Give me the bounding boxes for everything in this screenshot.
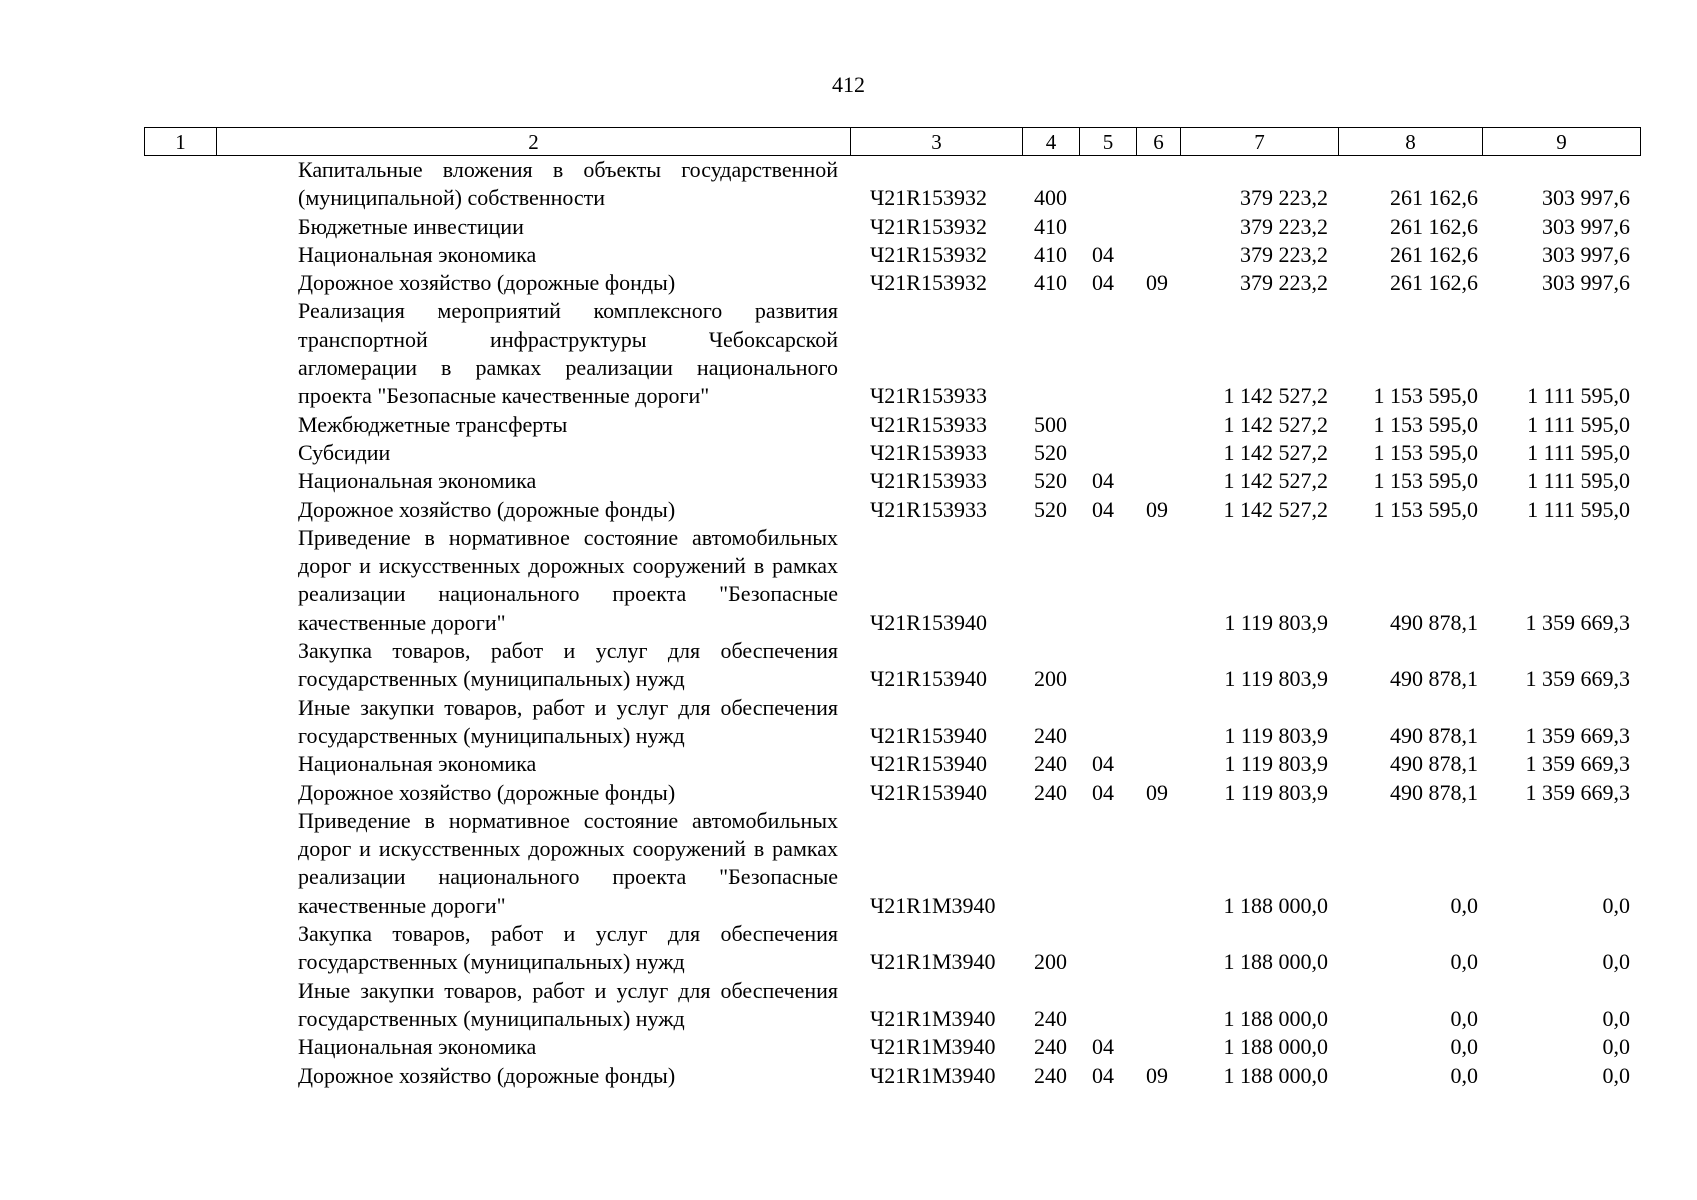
table-row — [144, 439, 1640, 467]
col1-cell — [144, 920, 216, 977]
amount-col8: 1 153 595,0 — [1373, 383, 1478, 409]
table-row — [144, 920, 1640, 977]
item-name: Дорожное хозяйство (дорожные фонды) — [298, 270, 676, 296]
col1-cell — [144, 1062, 216, 1090]
table-row — [144, 1062, 1640, 1090]
col1-cell — [144, 977, 216, 1034]
amount-col8: 0,0 — [1450, 1034, 1478, 1060]
subsection-code: 09 — [1146, 496, 1168, 522]
item-name: Национальная экономика — [298, 241, 537, 267]
amount-col8: 1 153 595,0 — [1373, 468, 1478, 494]
expense-type-code: 240 — [1034, 1062, 1067, 1088]
expense-type-code: 200 — [1034, 949, 1067, 975]
amount-col8: 261 162,6 — [1390, 213, 1478, 239]
col1-cell — [144, 496, 216, 524]
column-header: 2 — [217, 128, 851, 156]
amount-col9: 1 359 669,3 — [1525, 779, 1630, 805]
subsection-code — [1136, 213, 1180, 241]
subsection-code: 09 — [1146, 779, 1168, 805]
column-header: 1 — [145, 128, 217, 156]
col1-cell — [144, 524, 216, 637]
item-code: Ч21R153940 — [870, 751, 987, 777]
item-name: Дорожное хозяйство (дорожные фонды) — [298, 496, 676, 522]
amount-col8: 490 878,1 — [1390, 751, 1478, 777]
amount-col9: 1 111 595,0 — [1527, 411, 1630, 437]
amount-col9: 0,0 — [1602, 892, 1630, 918]
section-code: 04 — [1092, 468, 1114, 494]
amount-col8: 261 162,6 — [1390, 241, 1478, 267]
amount-col7: 1 119 803,9 — [1224, 722, 1328, 748]
amount-col7: 1 142 527,2 — [1223, 383, 1328, 409]
amount-col7: 1 188 000,0 — [1223, 892, 1328, 918]
item-name: Национальная экономика — [298, 751, 537, 777]
amount-col8: 0,0 — [1450, 949, 1478, 975]
expense-type-code: 240 — [1034, 1005, 1067, 1031]
item-code: Ч21R153932 — [870, 185, 987, 211]
amount-col9: 1 111 595,0 — [1527, 439, 1630, 465]
expense-type-code: 500 — [1034, 411, 1067, 437]
col1-cell — [144, 807, 216, 920]
section-code: 04 — [1092, 241, 1114, 267]
item-name: Бюджетные инвестиции — [298, 213, 524, 239]
col1-cell — [144, 1033, 216, 1061]
item-code: Ч21R153933 — [870, 411, 987, 437]
item-name: Приведение в нормативное состояние автомобильных дорог и искусственных дорожных сооружений в рамках реализации национального проекта "Безопасные качественные дороги" — [298, 524, 838, 635]
item-code: Ч21R153940 — [870, 722, 987, 748]
item-code: Ч21R153933 — [870, 468, 987, 494]
amount-col8: 1 153 595,0 — [1373, 411, 1478, 437]
amount-col9: 303 997,6 — [1542, 241, 1630, 267]
expense-type-code: 240 — [1034, 1034, 1067, 1060]
section-code — [1079, 524, 1136, 637]
amount-col7: 1 188 000,0 — [1223, 1005, 1328, 1031]
item-code: Ч21R153933 — [870, 496, 987, 522]
table-row — [144, 411, 1640, 439]
amount-col8: 1 153 595,0 — [1373, 439, 1478, 465]
col1-cell — [144, 779, 216, 807]
section-code — [1079, 213, 1136, 241]
table-row — [144, 524, 1640, 637]
section-code: 04 — [1092, 270, 1114, 296]
amount-col9: 1 111 595,0 — [1527, 468, 1630, 494]
expense-type-code: 520 — [1034, 496, 1067, 522]
item-code: Ч21R1М3940 — [870, 1062, 996, 1088]
amount-col9: 0,0 — [1602, 949, 1630, 975]
item-name: Иные закупки товаров, работ и услуг для обеспечения государственных (муниципальных) нужд — [298, 694, 838, 748]
item-name: Закупка товаров, работ и услуг для обеспечения государственных (муниципальных) нужд — [298, 921, 838, 975]
item-code: Ч21R153932 — [870, 213, 987, 239]
table-row — [144, 156, 1640, 213]
table-row — [144, 807, 1640, 920]
expense-type-code — [1022, 297, 1079, 410]
col1-cell — [144, 439, 216, 467]
amount-col9: 1 359 669,3 — [1525, 722, 1630, 748]
amount-col7: 1 119 803,9 — [1224, 779, 1328, 805]
col1-cell — [144, 694, 216, 751]
subsection-code — [1136, 411, 1180, 439]
item-code: Ч21R1М3940 — [870, 1005, 996, 1031]
amount-col9: 0,0 — [1602, 1034, 1630, 1060]
section-code — [1079, 297, 1136, 410]
amount-col9: 1 111 595,0 — [1527, 383, 1630, 409]
col1-cell — [144, 241, 216, 269]
amount-col9: 1 111 595,0 — [1527, 496, 1630, 522]
amount-col9: 0,0 — [1602, 1062, 1630, 1088]
expense-type-code: 520 — [1034, 468, 1067, 494]
amount-col8: 1 153 595,0 — [1373, 496, 1478, 522]
amount-col7: 1 119 803,9 — [1224, 666, 1328, 692]
subsection-code: 09 — [1146, 1062, 1168, 1088]
subsection-code — [1136, 524, 1180, 637]
expense-type-code: 520 — [1034, 439, 1067, 465]
amount-col8: 490 878,1 — [1390, 666, 1478, 692]
amount-col8: 0,0 — [1450, 892, 1478, 918]
item-name: Приведение в нормативное состояние автомобильных дорог и искусственных дорожных сооружений в рамках реализации национального проекта "Безопасные качественные дороги" — [298, 807, 838, 918]
section-code — [1079, 694, 1136, 751]
item-code: Ч21R1М3940 — [870, 1034, 996, 1060]
column-header: 3 — [851, 128, 1023, 156]
subsection-code — [1136, 807, 1180, 920]
item-code: Ч21R153940 — [870, 609, 987, 635]
amount-col9: 1 359 669,3 — [1525, 751, 1630, 777]
col1-cell — [144, 269, 216, 297]
subsection-code: 09 — [1146, 270, 1168, 296]
expense-type-code: 410 — [1034, 270, 1067, 296]
column-header: 5 — [1080, 128, 1137, 156]
subsection-code — [1136, 977, 1180, 1034]
amount-col8: 0,0 — [1450, 1005, 1478, 1031]
expense-type-code: 240 — [1034, 751, 1067, 777]
col1-cell — [144, 213, 216, 241]
subsection-code — [1136, 439, 1180, 467]
amount-col8: 490 878,1 — [1390, 609, 1478, 635]
table-row — [144, 637, 1640, 694]
subsection-code — [1136, 156, 1180, 213]
section-code: 04 — [1092, 779, 1114, 805]
amount-col7: 1 188 000,0 — [1223, 1034, 1328, 1060]
column-header: 4 — [1023, 128, 1080, 156]
table-row — [144, 269, 1640, 297]
section-code — [1079, 637, 1136, 694]
subsection-code — [1136, 694, 1180, 751]
table-row — [144, 1033, 1640, 1061]
amount-col7: 379 223,2 — [1240, 185, 1328, 211]
expense-type-code: 240 — [1034, 722, 1067, 748]
item-code: Ч21R1М3940 — [870, 892, 996, 918]
amount-col9: 303 997,6 — [1542, 213, 1630, 239]
item-name: Национальная экономика — [298, 468, 537, 494]
expense-type-code — [1022, 807, 1079, 920]
item-name: Иные закупки товаров, работ и услуг для обеспечения государственных (муниципальных) нужд — [298, 977, 838, 1031]
table-row — [144, 241, 1640, 269]
column-header: 9 — [1483, 128, 1641, 156]
expense-type-code: 410 — [1034, 241, 1067, 267]
section-code: 04 — [1092, 1062, 1114, 1088]
amount-col7: 379 223,2 — [1240, 213, 1328, 239]
item-code: Ч21R153933 — [870, 383, 987, 409]
expense-type-code — [1022, 524, 1079, 637]
col1-cell — [144, 637, 216, 694]
section-code — [1079, 977, 1136, 1034]
section-code: 04 — [1092, 496, 1114, 522]
item-code: Ч21R153933 — [870, 439, 987, 465]
item-name: Субсидии — [298, 439, 391, 465]
subsection-code — [1136, 297, 1180, 410]
item-code: Ч21R153932 — [870, 241, 987, 267]
amount-col8: 261 162,6 — [1390, 270, 1478, 296]
table-row — [144, 694, 1640, 751]
amount-col7: 1 188 000,0 — [1223, 949, 1328, 975]
section-code: 04 — [1092, 751, 1114, 777]
amount-col8: 490 878,1 — [1390, 779, 1478, 805]
subsection-code — [1136, 920, 1180, 977]
column-header-row — [144, 127, 1641, 156]
col1-cell — [144, 467, 216, 495]
col1-cell — [144, 750, 216, 778]
item-name: Национальная экономика — [298, 1034, 537, 1060]
expense-type-code: 400 — [1034, 185, 1067, 211]
amount-col7: 1 142 527,2 — [1223, 496, 1328, 522]
column-header: 6 — [1137, 128, 1181, 156]
table-row — [144, 750, 1640, 778]
amount-col8: 0,0 — [1450, 1062, 1478, 1088]
amount-col8: 261 162,6 — [1390, 185, 1478, 211]
expense-type-code: 410 — [1034, 213, 1067, 239]
section-code — [1079, 156, 1136, 213]
amount-col7: 1 142 527,2 — [1223, 411, 1328, 437]
amount-col9: 1 359 669,3 — [1525, 609, 1630, 635]
subsection-code — [1136, 750, 1180, 778]
amount-col7: 379 223,2 — [1240, 241, 1328, 267]
section-code — [1079, 920, 1136, 977]
column-header: 7 — [1181, 128, 1339, 156]
amount-col7: 1 142 527,2 — [1223, 439, 1328, 465]
amount-col9: 1 359 669,3 — [1525, 666, 1630, 692]
section-code — [1079, 439, 1136, 467]
col1-cell — [144, 297, 216, 410]
item-name: Капитальные вложения в объекты государственной (муниципальной) собственности — [298, 157, 838, 211]
table-row — [144, 467, 1640, 495]
item-code: Ч21R153940 — [870, 666, 987, 692]
col1-cell — [144, 411, 216, 439]
item-name: Дорожное хозяйство (дорожные фонды) — [298, 1062, 676, 1088]
page-number: 412 — [832, 72, 865, 97]
item-name: Реализация мероприятий комплексного развития транспортной инфраструктуры Чебоксарской агломерации в рамках реализации национального проекта "Безопасные качественные дороги" — [298, 298, 838, 409]
item-name: Закупка товаров, работ и услуг для обеспечения государственных (муниципальных) нужд — [298, 638, 838, 692]
amount-col9: 303 997,6 — [1542, 270, 1630, 296]
subsection-code — [1136, 241, 1180, 269]
section-code — [1079, 807, 1136, 920]
amount-col7: 1 142 527,2 — [1223, 468, 1328, 494]
table-row — [144, 977, 1640, 1034]
amount-col9: 303 997,6 — [1542, 185, 1630, 211]
expense-type-code: 200 — [1034, 666, 1067, 692]
amount-col8: 490 878,1 — [1390, 722, 1478, 748]
amount-col7: 1 119 803,9 — [1224, 609, 1328, 635]
subsection-code — [1136, 637, 1180, 694]
table-row — [144, 297, 1640, 410]
column-header: 8 — [1339, 128, 1483, 156]
section-code — [1079, 411, 1136, 439]
item-code: Ч21R153940 — [870, 779, 987, 805]
table-row — [144, 779, 1640, 807]
amount-col9: 0,0 — [1602, 1005, 1630, 1031]
table-row — [144, 496, 1640, 524]
amount-col7: 379 223,2 — [1240, 270, 1328, 296]
item-code: Ч21R1М3940 — [870, 949, 996, 975]
table-row — [144, 213, 1640, 241]
section-code: 04 — [1092, 1034, 1114, 1060]
amount-col7: 1 188 000,0 — [1223, 1062, 1328, 1088]
expense-type-code: 240 — [1034, 779, 1067, 805]
subsection-code — [1136, 1033, 1180, 1061]
item-name: Дорожное хозяйство (дорожные фонды) — [298, 779, 676, 805]
amount-col7: 1 119 803,9 — [1224, 751, 1328, 777]
item-name: Межбюджетные трансферты — [298, 411, 568, 437]
col1-cell — [144, 156, 216, 213]
item-code: Ч21R153932 — [870, 270, 987, 296]
subsection-code — [1136, 467, 1180, 495]
budget-table — [144, 156, 1640, 1090]
